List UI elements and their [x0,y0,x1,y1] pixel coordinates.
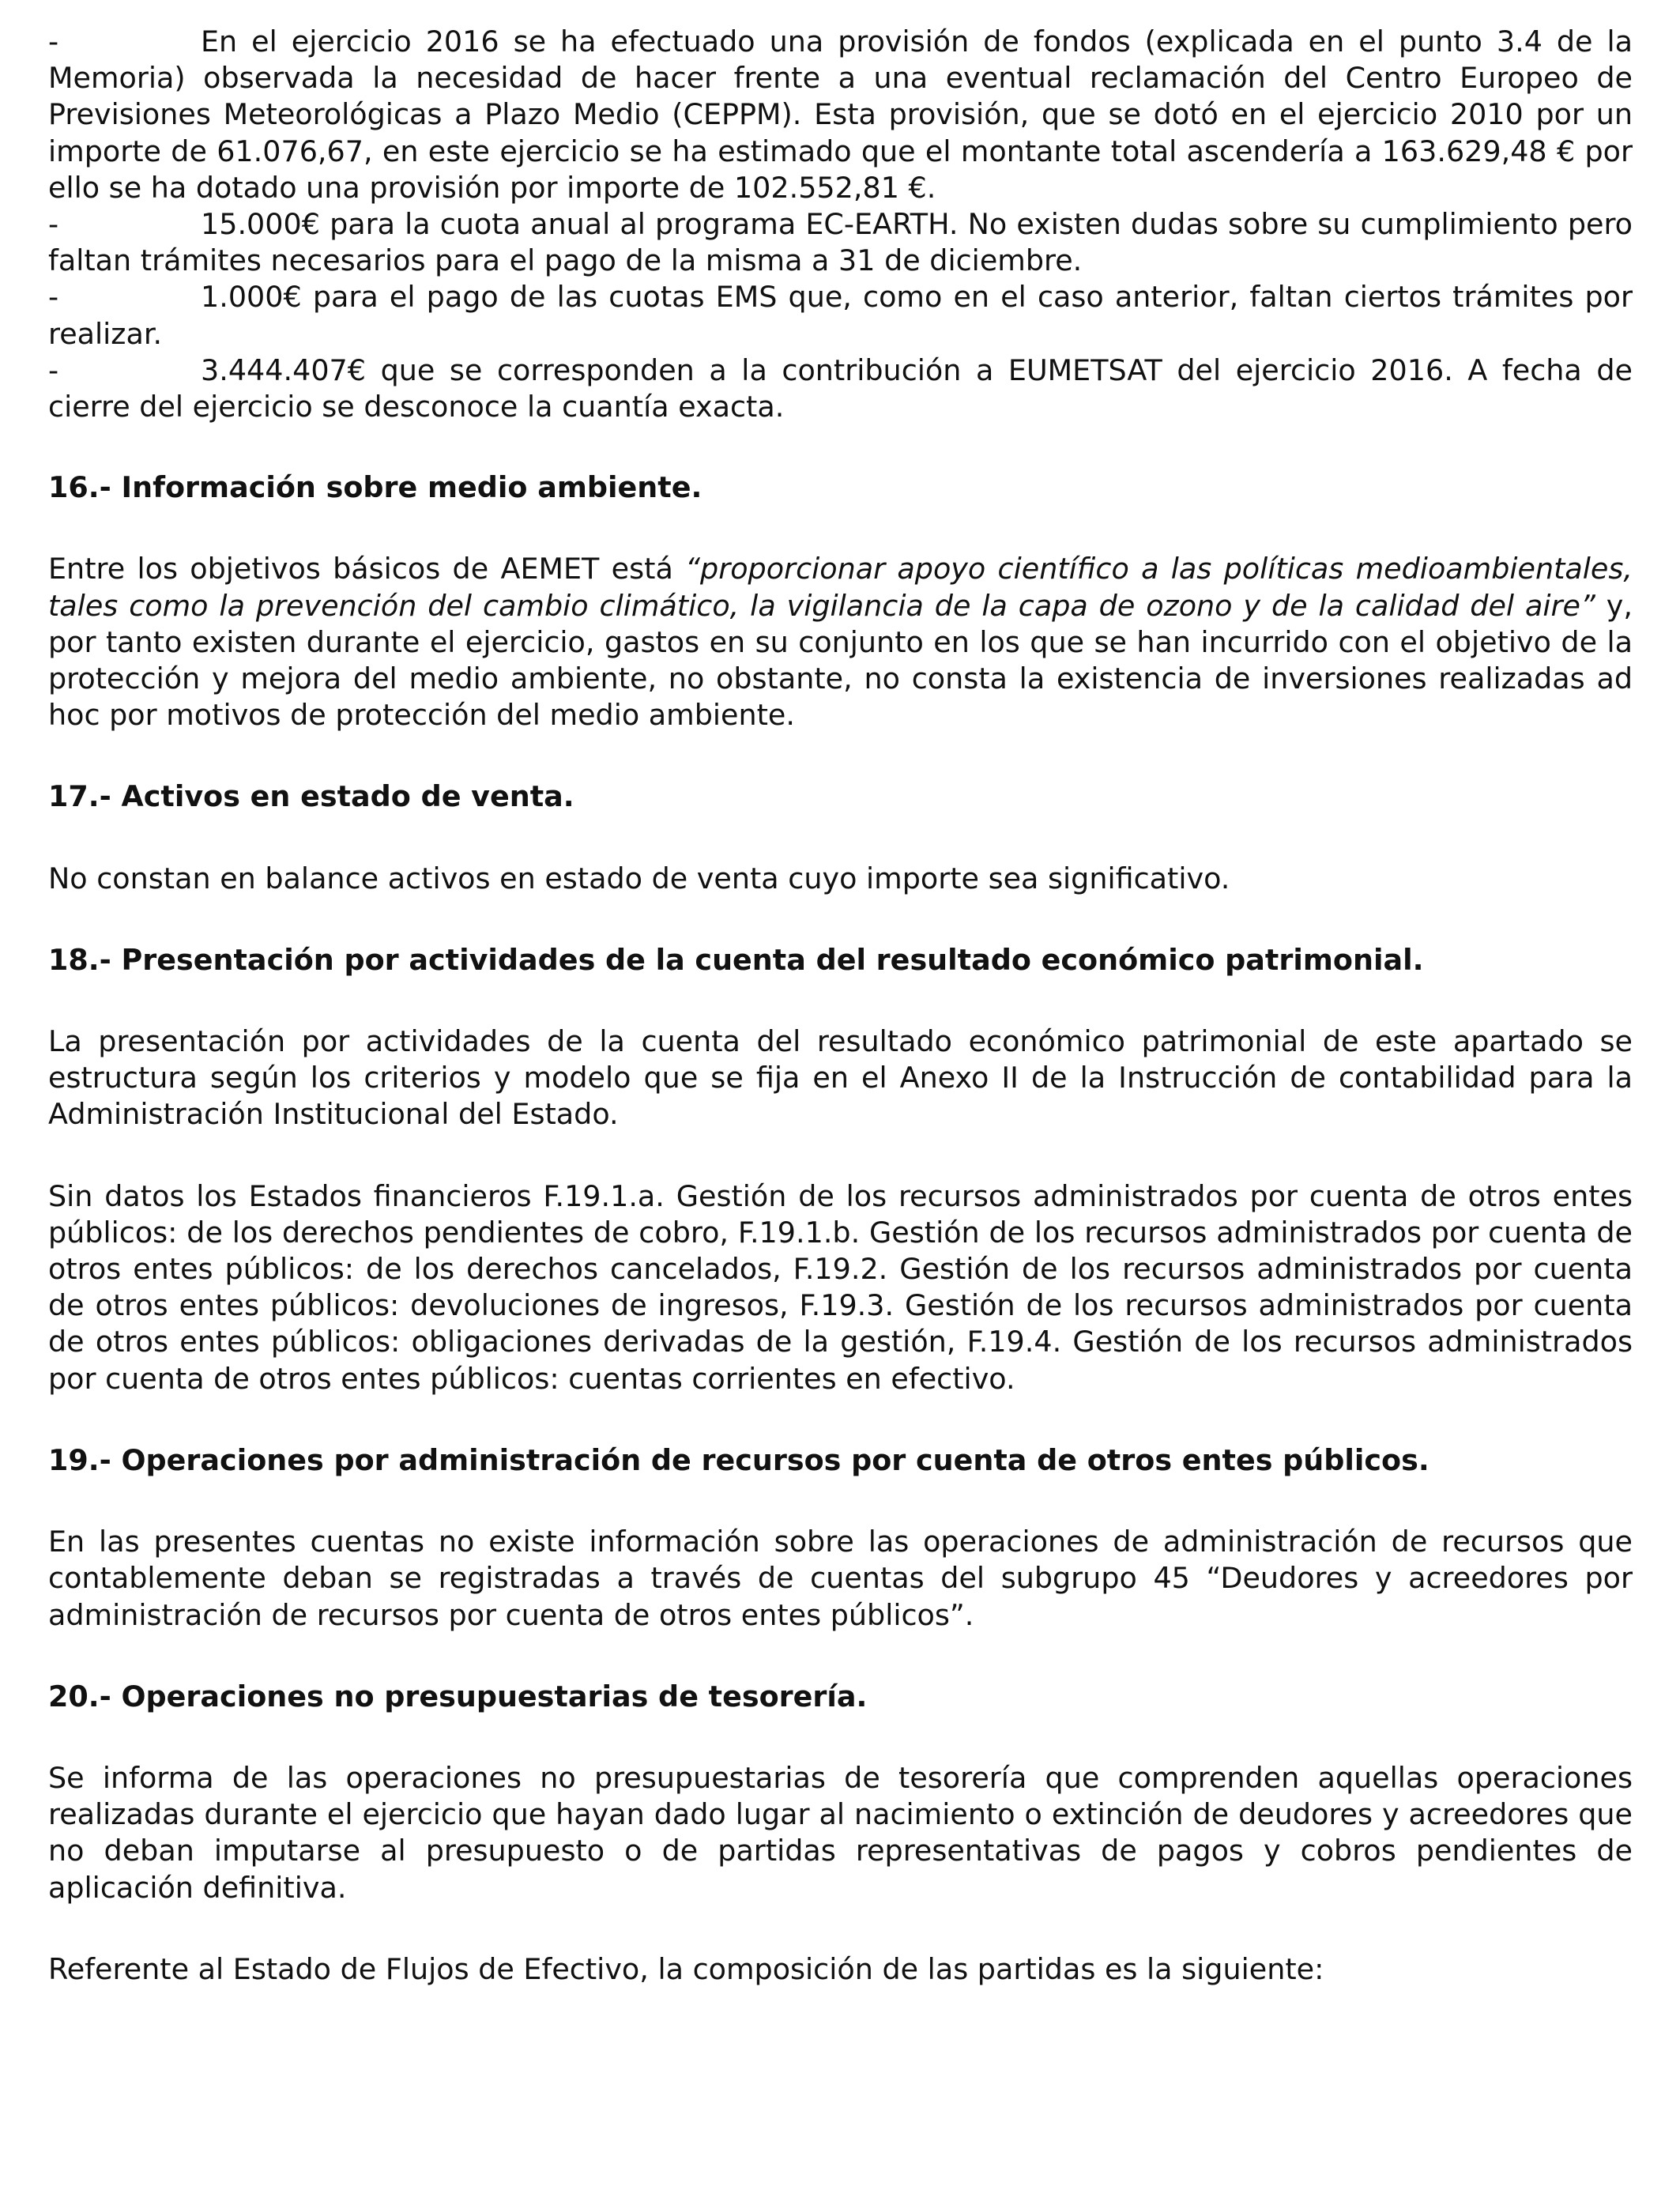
section-19-heading: 19.- Operaciones por administración de recursos por cuenta de otros entes públicos. [48,1442,1430,1477]
section-17-heading: 17.- Activos en estado de venta. [48,779,574,814]
bullet-dash: - [48,207,59,242]
bullet-text: 3.444.407€ que se corresponden a la contribución a EUMETSAT del ejercicio 2016. A fecha de cierre del ejercicio se desconoce la cuantía exacta. [48,352,1633,424]
section-20-paragraph-1: Se informa de las operaciones no presupuestarias de tesorería que comprenden aquellas operaciones realizadas durante el ejercicio que hayan dado lugar al nacimiento o extinción de deudores y acreedores que no deban imputarse al presupuesto o de partidas representativas de pagos y cobros pendientes de aplicación definitiva. [48,1760,1633,1905]
bullet-text: 15.000€ para la cuota anual al programa EC-EARTH. No existen dudas sobre su cumplimiento pero faltan trámites necesarios para el pago de la misma a 31 de diciembre. [48,207,1633,278]
bullet-dash: - [48,352,59,387]
bullet-dash: - [48,280,59,315]
bullet-text: 1.000€ para el pago de las cuotas EMS que, como en el caso anterior, faltan ciertos trámites por realizar. [48,280,1633,351]
paragraph-lead: Entre los objetivos básicos de AEMET está [48,552,686,586]
bullet-item [48,206,1633,279]
section-20-heading: 20.- Operaciones no presupuestarias de tesorería. [48,1679,868,1713]
bullet-item [48,352,1633,425]
paragraph-tail: y, por tanto existen durante el ejercicio, gastos en su conjunto en los que se han incurrido con el objetivo de la protección y mejora del medio ambiente, no obstante, no consta la existencia de inversiones realizadas ad hoc por motivos de protección del medio ambiente. [48,588,1633,733]
section-20-paragraph-2: Referente al Estado de Flujos de Efectivo, la composición de las partidas es la siguiente: [48,1951,1324,1986]
section-19-paragraph: En las presentes cuentas no existe información sobre las operaciones de administración de recursos que contablemente deban se registradas a través de cuentas del subgrupo 45 “Deudores y acreedores por administración de recursos por cuenta de otros entes públicos”. [48,1525,1633,1632]
document-page [48,24,1633,1988]
bullet-item [48,279,1633,352]
aemet-objective-quote: “proporcionar apoyo científico a las políticas medioambientales, tales como la prevención del cambio climático, la vigilancia de la capa de ozono y de la calidad del aire” [48,552,1633,623]
bullet-dash: - [48,25,59,58]
bullet-text: En el ejercicio 2016 se ha efectuado una provisión de fondos (explicada en el punto 3.4 de la Memoria) observada la necesidad de hacer frente a una eventual reclamación del Centro Europeo de Previsiones Meteorológicas a Plazo Medio (CEPPM). Esta provisión, que se dotó en el ejercicio 2010 por un importe de 61.076,67, en este ejercicio se ha estimado que el montante total ascendería a 163.629,48 € por ello se ha dotado una provisión por importe de 102.552,81 €. [48,25,1633,205]
section-17-paragraph: No constan en balance activos en estado de venta cuyo importe sea significativo. [48,861,1230,895]
section-16-heading: 16.- Información sobre medio ambiente. [48,470,703,505]
section-18-paragraph-2: Sin datos los Estados financieros F.19.1.a. Gestión de los recursos administrados por cuenta de otros entes públicos: de los derechos pendientes de cobro, F.19.1.b. Gestión de los recursos administrados por cuenta de otros entes públicos: de los derechos cancelados, F.19.2. Gestión de los recursos administrados por cuenta de otros entes públicos: devoluciones de ingresos, F.19.3. Gestión de los recursos administrados por cuenta de otros entes públicos: obligaciones derivadas de la gestión, F.19.4. Gestión de los recursos administrados por cuenta de otros entes públicos: cuentas corrientes en efectivo. [48,1178,1633,1396]
bullet-item [48,24,1633,206]
section-16-paragraph [48,551,1633,733]
section-18-paragraph-1: La presentación por actividades de la cuenta del resultado económico patrimonial de este apartado se estructura según los criterios y modelo que se fija en el Anexo II de la Instrucción de contabilidad para la Administración Institucional del Estado. [48,1024,1633,1132]
section-18-heading: 18.- Presentación por actividades de la cuenta del resultado económico patrimonial. [48,942,1424,977]
